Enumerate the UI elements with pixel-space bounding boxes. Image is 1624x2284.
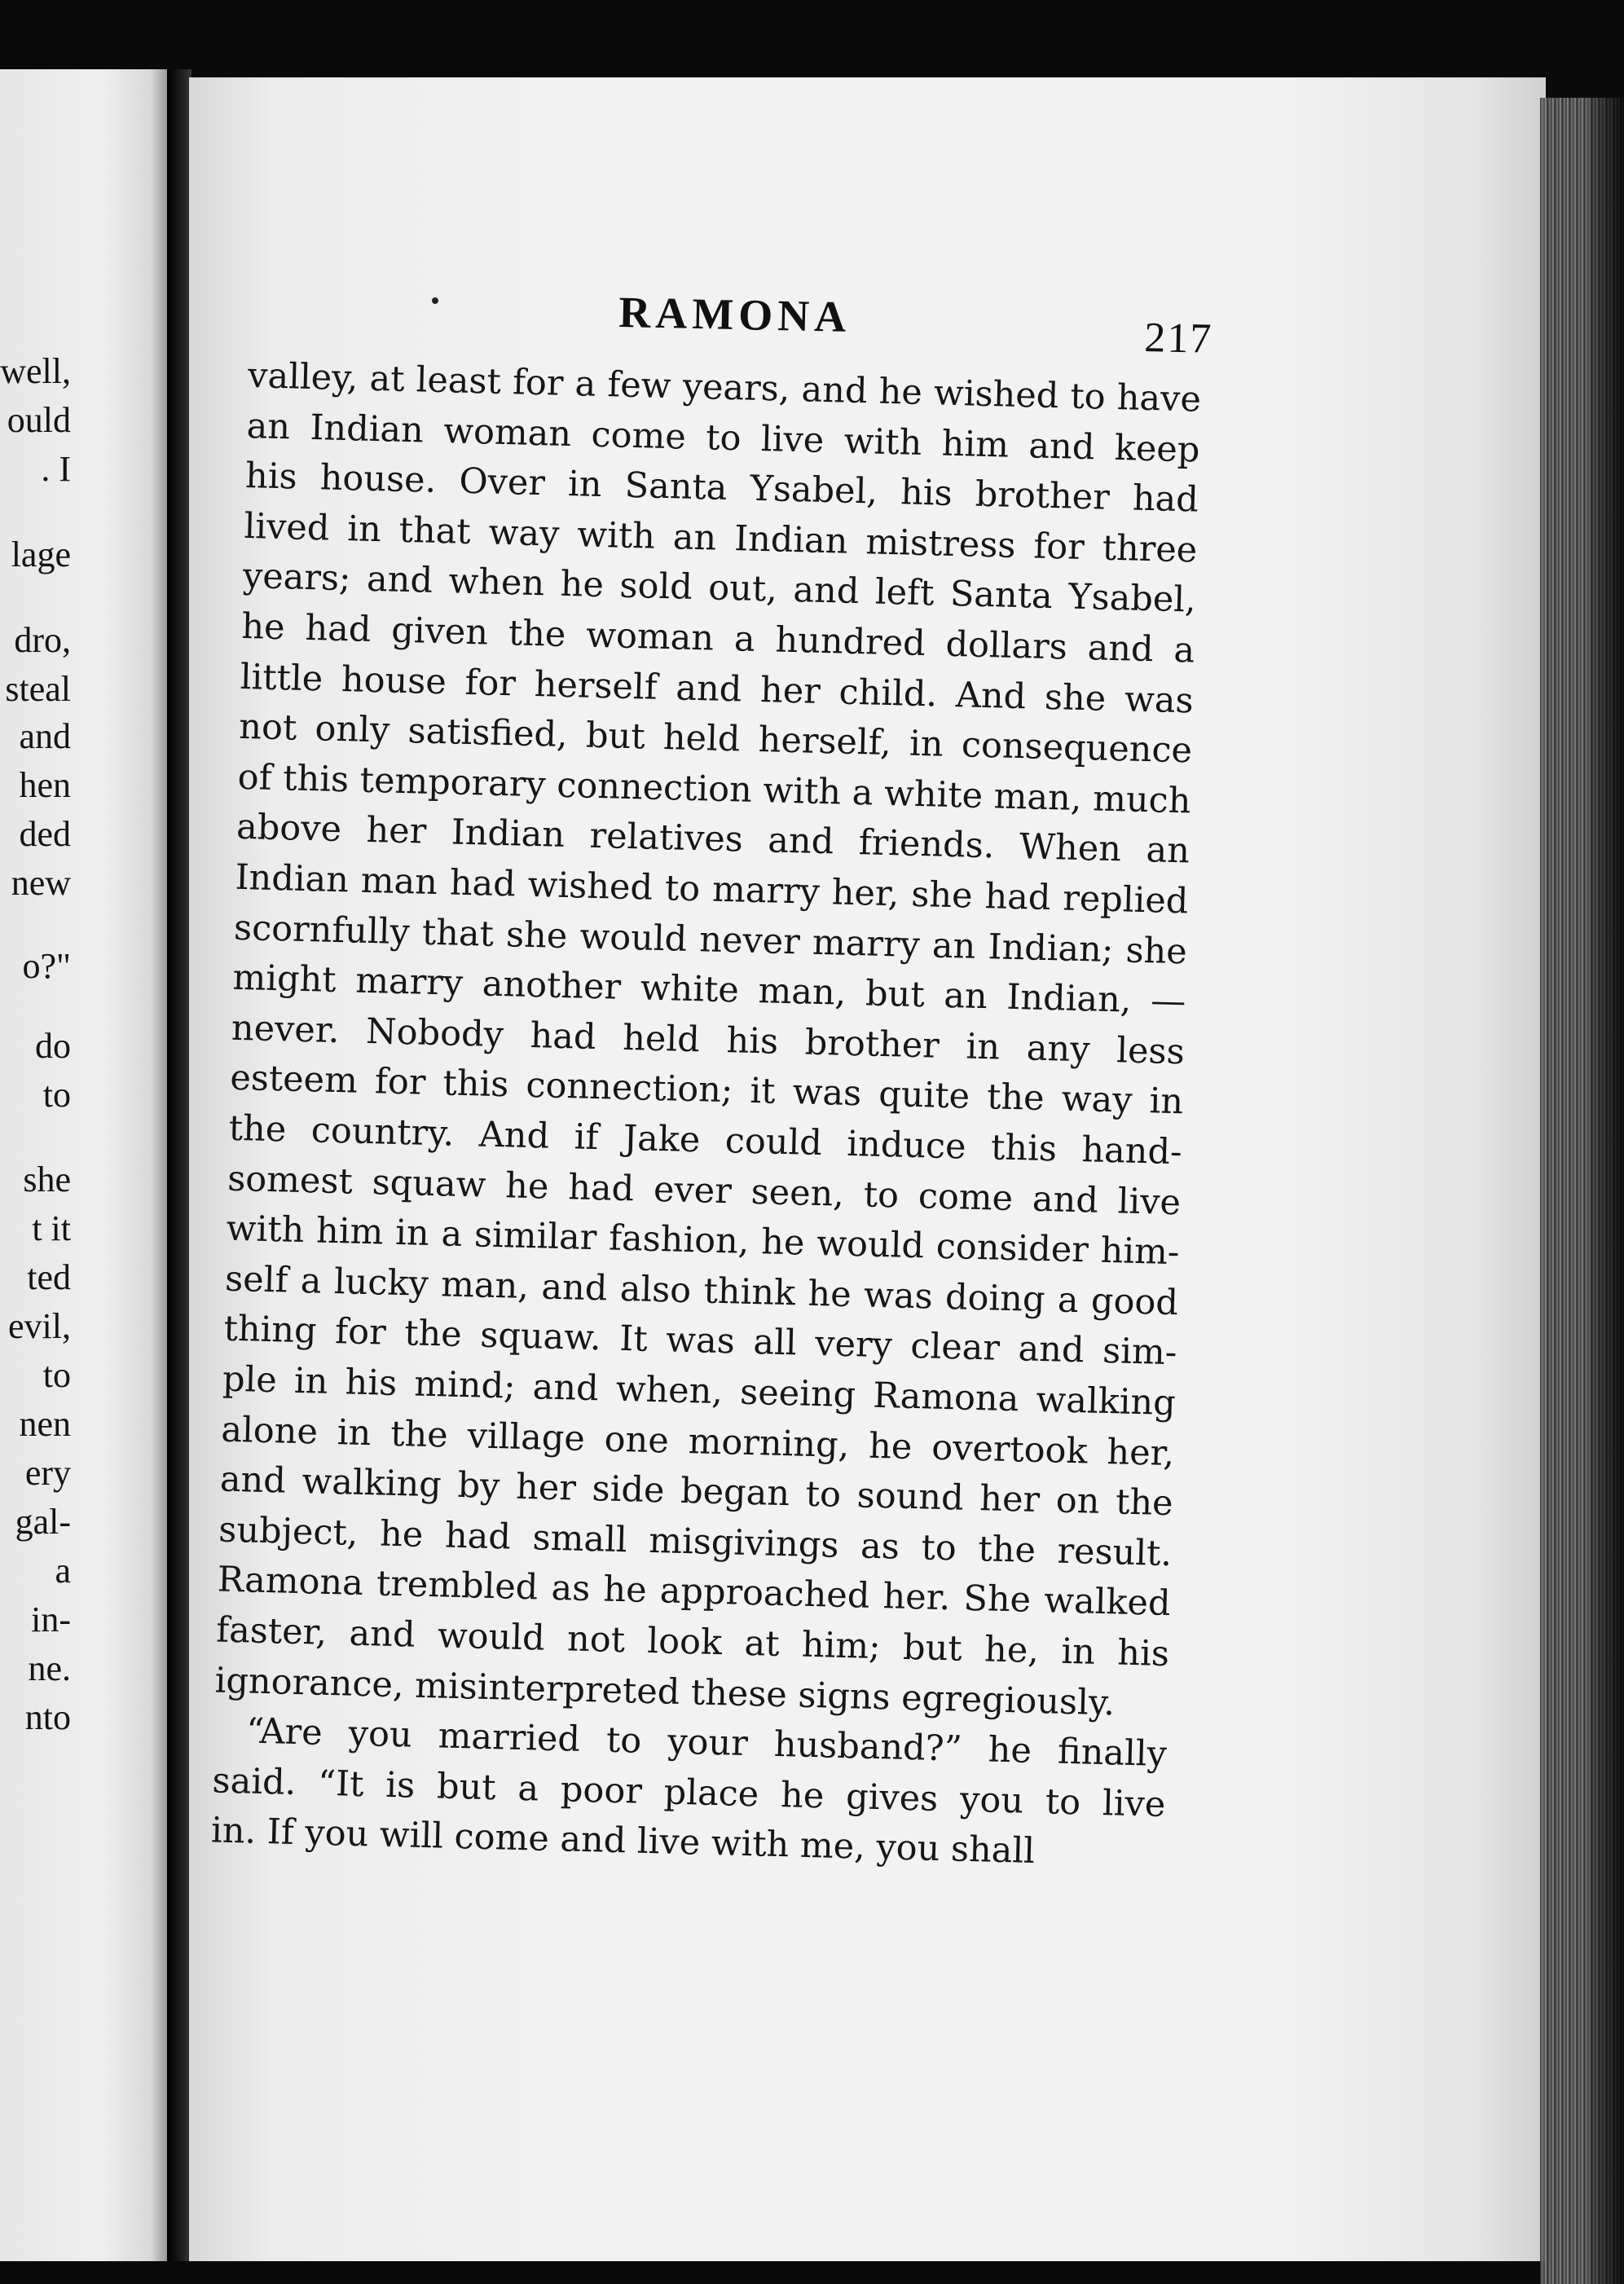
text-line: little house for herself and her child. And she was [240, 656, 1195, 722]
running-head-ornament [432, 297, 438, 304]
left-page-line-fragment: nto [24, 1697, 71, 1737]
page-number: 217 [1143, 314, 1213, 363]
left-page-line-fragment: she [23, 1160, 71, 1199]
text-line: might marry another white man, but an Indian, — [231, 957, 1186, 1023]
text-line: never. Nobody had held his brother in any less [231, 1007, 1186, 1073]
left-page-line-fragment: gal- [15, 1502, 71, 1542]
text-line: and walking by her side began to sound her on the [219, 1459, 1174, 1525]
text-line: somest squaw he had ever seen, to come and live [227, 1158, 1182, 1223]
text-line: not only satisfied, but held herself, in consequence [238, 706, 1193, 772]
text-line: Ramona trembled as he approached her. She walked [217, 1559, 1172, 1625]
text-line: esteem for this connection; it was quite the way in [229, 1058, 1184, 1123]
left-page-line-fragment: to [42, 1075, 71, 1115]
left-page-line-fragment: well, [0, 351, 71, 391]
text-line: his house. Over in Santa Ysabel, his brother had [244, 455, 1199, 521]
text-line: self a lucky man, and also think he was doing a good [224, 1258, 1179, 1324]
text-line: of this temporary connection with a white man, much [237, 756, 1192, 822]
left-page-line-fragment: t it [32, 1208, 71, 1248]
left-page-line-fragment: dro, [14, 620, 71, 660]
left-page-line-fragment: a [55, 1551, 71, 1591]
text-line: the country. And if Jake could induce this hand- [228, 1107, 1183, 1173]
text-line: ple in his mind; and when, seeing Ramona walking [222, 1358, 1177, 1424]
left-page-line-fragment: nen [19, 1404, 71, 1444]
left-page-line-fragment: ded [19, 814, 71, 854]
text-line: an Indian woman come to live with him and keep [246, 405, 1200, 471]
left-page-line-fragment: ould [7, 400, 71, 440]
left-page-line-fragment: do [35, 1026, 71, 1066]
left-page-line-fragment: ted [27, 1257, 71, 1297]
text-line: thing for the squaw. It was all very clear and sim- [223, 1309, 1177, 1374]
text-line: faster, and would not look at him; but he, in his [215, 1609, 1170, 1675]
left-page-line-fragment: lage [11, 535, 71, 574]
text-line: “Are you married to your husband?” he finally [245, 1710, 1168, 1776]
left-page-line-fragment: and [19, 716, 71, 756]
text-line: alone in the village one morning, he overtook her, [220, 1409, 1175, 1474]
left-page-line-fragment: . I [41, 449, 71, 489]
left-page-line-fragment: ery [24, 1453, 71, 1493]
running-head: RAMONA [618, 287, 852, 341]
text-line: subject, he had small misgivings as to the result. [218, 1509, 1173, 1574]
page-fore-edge-shadow [1589, 98, 1624, 2284]
left-page-line-fragment: to [42, 1355, 71, 1395]
text-line: lived in that way with an Indian mistress for three [243, 505, 1198, 571]
left-page-line-fragment: evil, [8, 1306, 71, 1346]
left-page-line-fragment: steal [5, 669, 71, 709]
left-page-line-fragment: o?" [22, 946, 71, 986]
text-line: years; and when he sold out, and left Santa Ysabel, [242, 556, 1197, 621]
left-page-line-fragment: new [11, 863, 71, 903]
left-page-line-fragment: ne. [28, 1648, 71, 1688]
text-line: in. If you will come and live with me, you shall [210, 1810, 1036, 1873]
text-line: scornfully that she would never marry an Indian; she [233, 907, 1188, 972]
text-line: Indian man had wished to marry her, she had replied [235, 856, 1189, 922]
left-page [0, 69, 167, 2261]
text-line: with him in a similar fashion, he would consider him- [226, 1208, 1181, 1274]
text-line: ignorance, misinterpreted these signs egregiously. [214, 1660, 1116, 1724]
text-line: valley, at least for a few years, and he wished to have [247, 354, 1202, 420]
text-line: above her Indian relatives and friends. When an [235, 807, 1190, 872]
text-line: he had given the woman a hundred dollars and a [240, 605, 1195, 671]
text-line: said. “It is but a poor place he gives you to live [211, 1760, 1166, 1825]
left-page-line-fragment: in- [31, 1600, 71, 1639]
left-page-line-fragment: hen [19, 765, 71, 805]
book-gutter [167, 69, 191, 2261]
